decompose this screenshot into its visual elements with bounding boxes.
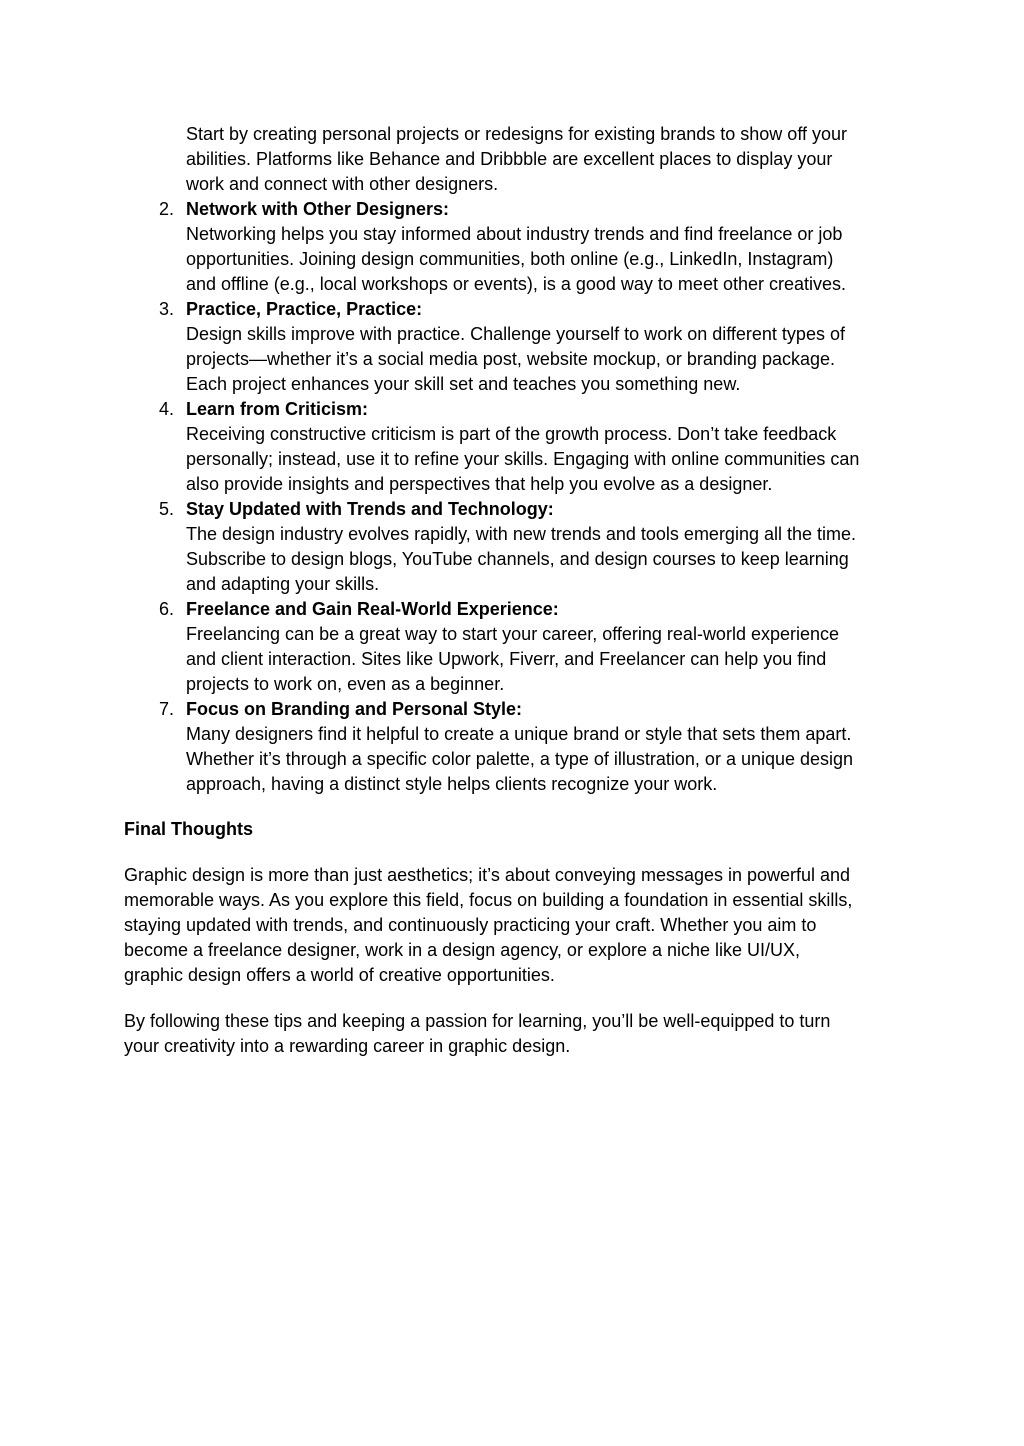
list-item-text: Many designers find it helpful to create a unique brand or style that sets them apart. Whether it’s through a specific color palette, a type of illustration, or a unique design approach, having a distinct style helps clients recognize your work. [186, 724, 854, 794]
list-item-title: Stay Updated with Trends and Technology: [186, 499, 554, 519]
list-item-number: 4. [158, 399, 174, 419]
list-item-text: Networking helps you stay informed about industry trends and find freelance or job opportunities. Joining design communities, both online (e.g., LinkedIn, Instagram) and offline (e.g., local workshops or events), is a good way to meet other creatives. [186, 224, 847, 294]
list-item-title: Network with Other Designers: [186, 199, 450, 219]
list-item-number: 2. [158, 199, 174, 219]
list-item-1-continuation: Start by creating personal projects or redesigns for existing brands to show off your abilities. Platforms like Behance and Dribbble are excellent places to display your work and connect with other designers. [186, 124, 848, 194]
list-item-text: Freelancing can be a great way to start your career, offering real-world experience and client interaction. Sites like Upwork, Fiverr, and Freelancer can help you find projects to work on, even as a beginner. [186, 624, 840, 694]
list-item-title: Freelance and Gain Real-World Experience: [186, 599, 559, 619]
section-heading: Final Thoughts [124, 819, 253, 839]
list-item-number: 6. [158, 599, 174, 619]
list-item-number: 7. [158, 699, 174, 719]
list-item-number: 5. [158, 499, 174, 519]
list-item-text: Receiving constructive criticism is part of the growth process. Don’t take feedback personally; instead, use it to refine your skills. Engaging with online communities can also provide insights and perspectives that help you evolve as a designer. [186, 424, 860, 494]
paragraph: By following these tips and keeping a passion for learning, you’ll be well-equipped to turn your creativity into a rewarding career in graphic design. [124, 1011, 831, 1056]
list-item-number: 3. [158, 299, 174, 319]
list-item-title: Practice, Practice, Practice: [186, 299, 423, 319]
list-item-text: Design skills improve with practice. Challenge yourself to work on different types of projects—whether it’s a social media post, website mockup, or branding package. Each project enhances your skill set and teaches you something new. [186, 324, 845, 394]
list-item-title: Focus on Branding and Personal Style: [186, 699, 523, 719]
list-item-text: The design industry evolves rapidly, with new trends and tools emerging all the time. Subscribe to design blogs, YouTube channels, and design courses to keep learning and adapting your skills. [186, 524, 857, 594]
list-item-title: Learn from Criticism: [186, 399, 369, 419]
paragraph: Graphic design is more than just aesthetics; it’s about conveying messages in powerful and memorable ways. As you explore this field, focus on building a foundation in essential skills, staying updated with trends, and continuously practicing your craft. Whether you aim to become a freelance designer, work in a design agency, or explore a niche like UI/UX, graphic design offers a world of creative opportunities. [124, 865, 853, 985]
